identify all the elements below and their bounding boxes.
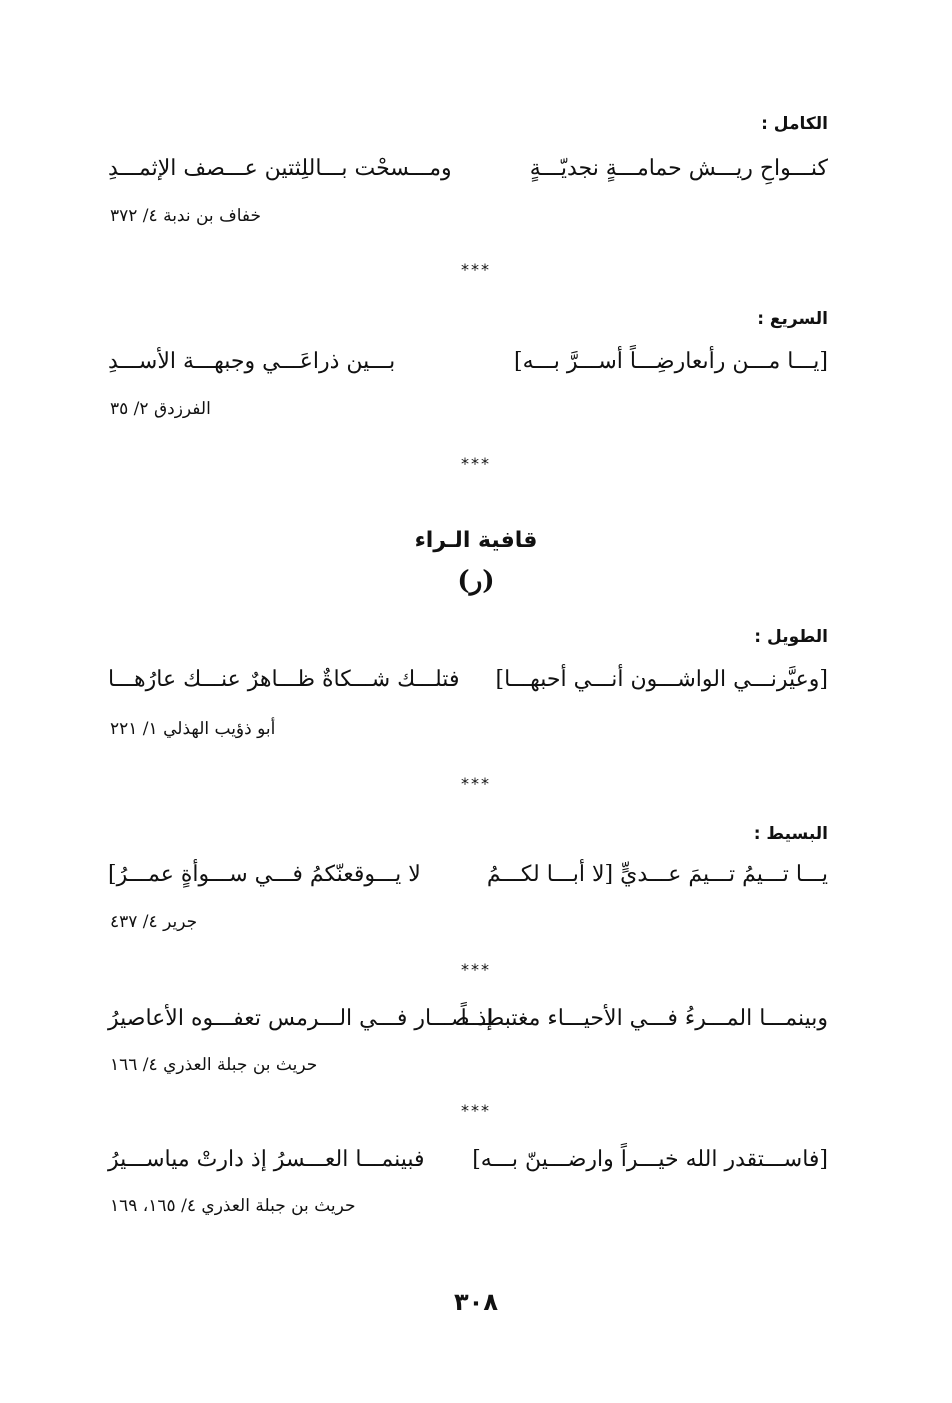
verse-second-hemistich: ومـــسحْت بـــاللِثتين عـــصف الإثمـــدِ	[108, 156, 452, 181]
rhyme-chapter-title: قافية الـراء	[414, 528, 538, 553]
page-number: ٣٠٨	[454, 1288, 498, 1316]
verse-second-hemistich: فتلـــك شـــكاةٌ ظـــاهرٌ عنـــك عارُهـــا	[108, 667, 460, 692]
verse-first-hemistich: وبينمـــا المـــرءُ فـــي الأحيـــاء مغتبطـــاً	[460, 1006, 828, 1031]
verse-line	[108, 349, 828, 385]
meter-label: الطويل :	[754, 627, 828, 647]
verse-source: جرير ٤/ ٤٣٧	[110, 912, 198, 932]
meter-label: الكامل :	[761, 114, 828, 134]
verse-first-hemistich: [يـــا مـــن رأىعارضِـــاً أســـرَّ بـــه]	[514, 349, 828, 374]
verse-source: حريث بن جبلة العذري ٤/ ١٦٦	[110, 1055, 318, 1075]
verse-source: حريث بن جبلة العذري ٤/ ١٦٥، ١٦٩	[110, 1196, 356, 1216]
meter-label: السريع :	[757, 309, 828, 329]
verse-line	[108, 862, 828, 898]
verse-line	[108, 1147, 828, 1183]
verse-first-hemistich: يـــا تـــيمُ تـــيمَ عـــديٍّ [لا أبـــا لكـــمُ	[486, 862, 828, 887]
verse-second-hemistich: لا يـــوقعنّكمُ فـــي ســـوأةٍ عمـــرُ]	[108, 862, 421, 887]
verse-source: خفاف بن ندبة ٤/ ٣٧٢	[110, 206, 261, 226]
meter-label: البسيط :	[753, 824, 828, 844]
rhyme-letter: (ر)	[457, 566, 495, 596]
verse-first-hemistich: [وعيَّرنـــي الواشـــون أنـــي أحبهـــا]	[495, 667, 828, 692]
verse-second-hemistich: بـــين ذراعَـــي وجبهـــة الأســـدِ	[108, 349, 396, 374]
verse-first-hemistich: [فاســـتقدر الله خيـــراً وارضـــينّ بـــه]	[472, 1147, 828, 1172]
verse-line	[108, 667, 828, 703]
section-separator: ***	[461, 454, 491, 473]
section-separator: ***	[461, 260, 491, 279]
section-separator: ***	[461, 960, 491, 979]
verse-first-hemistich: كنـــواحِ ريـــش حمامـــةٍ نجديّـــةٍ	[529, 156, 828, 181]
section-separator: ***	[461, 1101, 491, 1120]
verse-source: أبو ذؤيب الهذلي ١/ ٢٢١	[110, 719, 276, 739]
verse-second-hemistich: فبينمـــا العـــسرُ إذ دارتْ مياســـيرُ	[108, 1147, 425, 1172]
section-separator: ***	[461, 774, 491, 793]
verse-second-hemistich: إذ صـــار فـــي الـــرمس تعفـــوه الأعاصيرُ	[108, 1006, 493, 1031]
verse-source: الفرزدق ٢/ ٣٥	[110, 399, 211, 419]
verse-line	[108, 156, 828, 192]
verse-line	[108, 1006, 828, 1042]
